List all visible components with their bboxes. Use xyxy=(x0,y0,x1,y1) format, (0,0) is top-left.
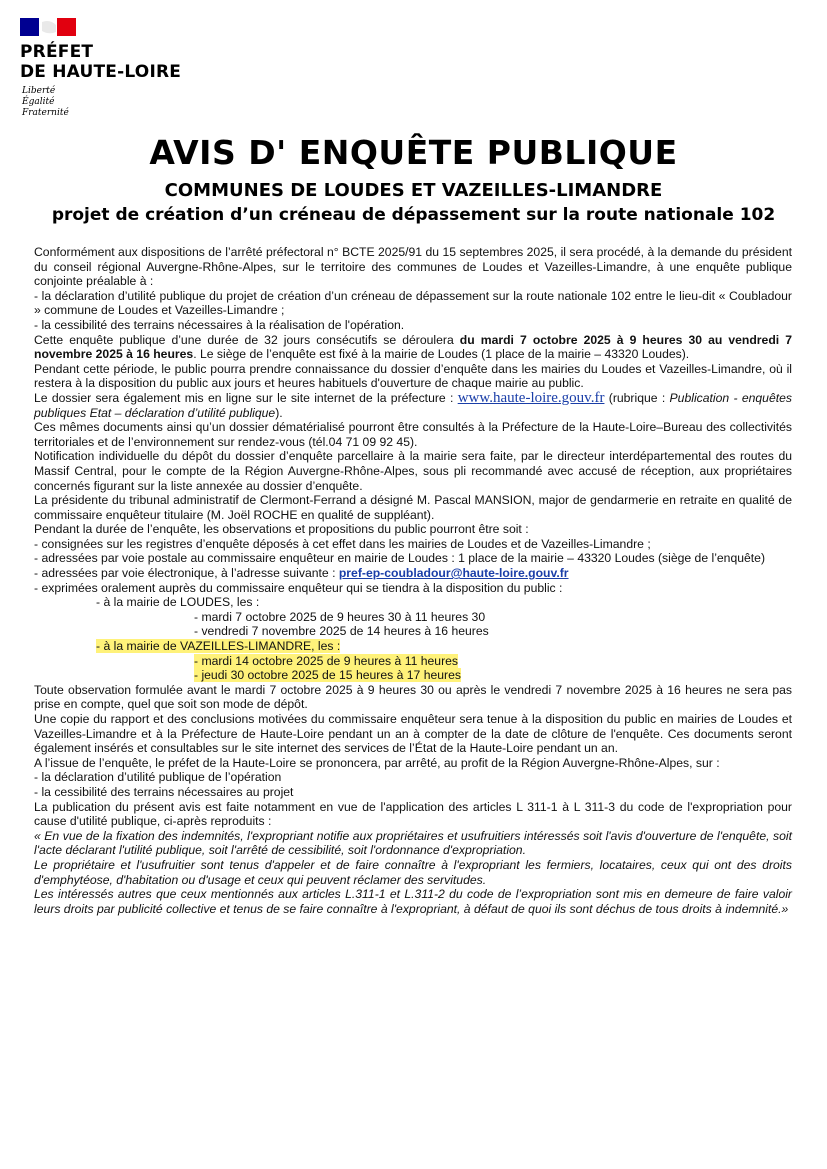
paragraph-dates xyxy=(34,333,792,362)
prefecture-logo xyxy=(20,18,200,128)
paragraph-website xyxy=(34,391,792,420)
paragraph: La publication du présent avis est faite notamment en vue de l'application des articles L 311-1 à L 311-3 du code de l'expropriation pour cause d'utilité publique, ci-après reproduits : xyxy=(34,799,792,829)
paragraph: - la cessibilité des terrains nécessaires à la réalisation de l'opération. xyxy=(34,317,405,332)
paragraph: Pendant cette période, le public pourra prendre connaissance du dossier d’enquête dans les mairies du Loudes et Vazeilles-Limandre, où il restera à la disposition du public aux jours et heures habituels d'ouverture de chaque mairie au public. xyxy=(34,361,792,391)
logo-text xyxy=(20,42,181,82)
paragraph: - la cessibilité des terrains nécessaires au projet xyxy=(34,784,294,799)
devise-liberte: Liberté xyxy=(22,86,56,96)
paragraph: - la déclaration d’utilité publique du projet de création d’un créneau de dépassement sur la route nationale 102 entre le lieu-dit « Coubladour » commune de Loudes et Vazeilles-Limandre ; xyxy=(34,288,792,318)
logo-line-2: DE HAUTE-LOIRE xyxy=(20,62,182,82)
vazeilles-heading xyxy=(34,639,792,654)
subtitle-communes: COMMUNES DE LOUDES ET VAZEILLES-LIMANDRE xyxy=(164,180,663,201)
paragraph: Conformément aux dispositions de l’arrêté préfectoral n° BCTE 2025/91 du 15 septembres 2025, il sera procédé, à la demande du président du conseil régional Auvergne-Rhône-Alpes, sur le territoire des communes de Loudes et Vazeilles-Limandre, à une enquête publique conjointe préalable à : xyxy=(34,245,792,289)
logo-line-1: PRÉFET xyxy=(20,42,94,62)
devise xyxy=(22,86,69,119)
paragraph: Une copie du rapport et des conclusions motivées du commissaire enquêteur sera tenue à la disposition du public en mairies de Loudes et Vazeilles-Limandre et à la Préfecture de Haute-Loire pendant un an à compter de la date de clôture de l'enquête. Ces documents seront également insérés et consultables sur le site internet des services de l’État de la Haute-Loire pendant un an. xyxy=(34,712,792,756)
vazeilles-date-1 xyxy=(34,654,792,669)
paragraph: - la déclaration d’utilité publique de l’opération xyxy=(34,770,282,785)
quote: « En vue de la fixation des indemnités, l'expropriant notifie aux propriétaires et usufruitiers intéressés soit l'avis d'ouverture de l'enquête, soit l'acte déclarant l'utilité publique, soit l'arrêté de cessibilité, soit l'ordonnance d'expropriation. xyxy=(34,828,792,858)
text: . Le siège de l’enquête est fixé à la mairie de Loudes (1 place de la mairie – 43320 Loudes). xyxy=(193,347,690,362)
paragraph: Ces mêmes documents ainsi qu’un dossier dématérialisé pourront être consultés à la Préfecture de la Haute-Loire–Bureau des collectivités territoriales et de l’environnement sur rendez-vous (tél.04 71 09 92 45). xyxy=(34,420,792,449)
prefecture-website-link[interactable]: www.haute-loire.gouv.fr xyxy=(457,389,605,406)
highlight: - à la mairie de VAZEILLES-LIMANDRE, les : xyxy=(96,639,341,654)
paragraph: La présidente du tribunal administratif de Clermont-Ferrand a désigné M. Pascal MANSION, major de gendarmerie en retraite en qualité de commissaire enquêteur titulaire (M. Joël ROCHE en qualité de suppléant). xyxy=(34,493,792,522)
loudes-date-2: - vendredi 7 novembre 2025 de 14 heures à 16 heures xyxy=(194,624,489,639)
text: (rubrique : xyxy=(604,390,670,405)
paragraph-email xyxy=(34,566,792,581)
text: - adressées par voie électronique, à l’adresse suivante : xyxy=(34,566,339,581)
main-title: AVIS D' ENQUÊTE PUBLIQUE xyxy=(149,133,678,172)
text: Le dossier sera également mis en ligne sur le site internet de la préfecture : xyxy=(34,390,458,405)
paragraph: A l’issue de l’enquête, le préfet de la Haute-Loire se prononcera, par arrêté, au profit de la Région Auvergne-Rhône-Alpes, sur : xyxy=(34,755,720,770)
text: ). xyxy=(275,405,283,420)
marianne-flag-icon xyxy=(20,18,76,36)
highlight: - jeudi 30 octobre 2025 de 15 heures à 17 heures xyxy=(194,668,461,683)
loudes-date-1: - mardi 7 octobre 2025 de 9 heures 30 à 11 heures 30 xyxy=(194,609,486,624)
email-link[interactable]: pref-ep-coubladour@haute-loire.gouv.fr xyxy=(338,566,569,581)
paragraph: - adressées par voie postale au commissaire enquêteur en mairie de Loudes : 1 place de la mairie – 43320 Loudes (siège de l’enquête) xyxy=(34,551,766,566)
quote: Le propriétaire et l'usufruitier sont tenus d'appeler et de faire connaître à l'expropriant les fermiers, locataires, ceux qui ont des droits d'emphytéose, d'habitation ou d'usage et ceux qui peuvent réclamer des servitudes. xyxy=(34,857,792,887)
highlight: - mardi 14 octobre 2025 de 9 heures à 11 heures xyxy=(194,653,459,668)
paragraph: - consignées sur les registres d’enquête déposés à cet effet dans les mairies de Loudes et de Vazeilles-Limandre ; xyxy=(34,536,651,551)
devise-egalite: Égalité xyxy=(22,97,55,107)
devise-fraternite: Fraternité xyxy=(22,108,69,118)
paragraph: Pendant la durée de l’enquête, les observations et propositions du public pourront être soit : xyxy=(34,522,529,537)
paragraph: Toute observation formulée avant le mardi 7 octobre 2025 à 9 heures 30 ou après le vendredi 7 novembre 2025 à 16 heures ne sera pas prise en compte, quel que soit son mode de dépôt. xyxy=(34,682,792,712)
loudes-heading: - à la mairie de LOUDES, les : xyxy=(96,595,260,610)
text: Publication - enquêtes publiques Etat – déclaration d’utilité publique xyxy=(34,390,792,420)
quote: Les intéressés autres que ceux mentionnés aux articles L.311-1 et L.311-2 du code de l’expropriation sont mis en demeure de faire valoir leurs droits par publicité collective et tenus de se faire connaître à l'expropriant, à défaut de quoi ils sont déchus de tous droits à indemnité.» xyxy=(34,887,792,916)
text: Cette enquête publique d’une durée de 32 jours consécutifs se déroulera xyxy=(34,332,460,347)
vazeilles-date-2 xyxy=(34,668,792,683)
enquiry-dates: du mardi 7 octobre 2025 à 9 heures 30 au vendredi 7 novembre 2025 à 16 heures xyxy=(34,332,792,362)
paragraph: Notification individuelle du dépôt du dossier d’enquête parcellaire à la mairie sera faite, par le directeur interdépartemental des routes du Massif Central, pour le compte de la Région Auvergne-Rhône-Alpes, sous pli recommandé avec accusé de réception, aux propriétaires concernés figurant sur la liste annexée au dossier d’enquête. xyxy=(34,449,792,493)
subtitle-project: projet de création d’un créneau de dépassement sur la route nationale 102 xyxy=(51,205,776,225)
notice-body xyxy=(34,245,792,916)
paragraph: - exprimées oralement auprès du commissaire enquêteur qui se tiendra à la disposition du public : xyxy=(34,580,563,595)
